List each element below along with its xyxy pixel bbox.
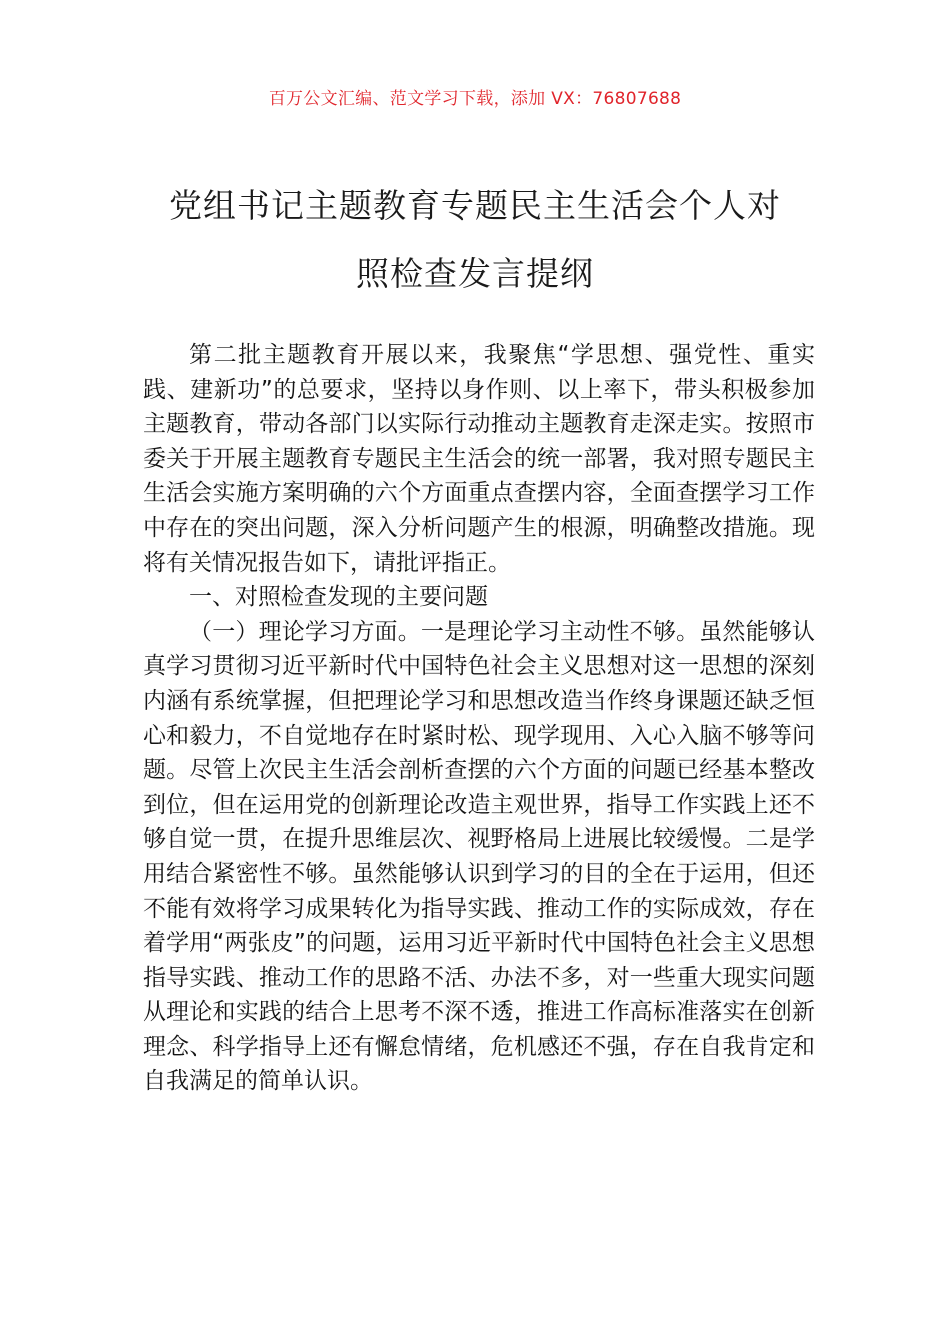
- section-heading: 一、对照检查发现的主要问题: [189, 584, 488, 611]
- theory-study-paragraph: （一）理论学习方面。一是理论学习主动性不够。虽然能够认真学习贯彻习近平新时代中国特色社会主义思想对这一思想的深刻内涵有系统掌握，但把理论学习和思想改造当作终身课题还缺乏恒心和毅力，不自觉地存在时紧时松、现学现用、入心入脑不够等问题。尽管上次民主生活会剖析查摆的六个方面的问题已经基本整改到位，但在运用党的创新理论改造主观世界，指导工作实践上还不够自觉一贯，在提升思维层次、视野格局上进展比较缓慢。二是学用结合紧密性不够。虽然能够认识到学习的目的全在于运用，但还不能有效将学习成果转化为指导实践、推动工作的实际成效，存在着学用“两张皮”的问题，运用习近平新时代中国特色社会主义思想指导实践、推动工作的思路不活、办法不多，对一些重大现实问题从理论和实践的结合上思考不深不透，推进工作高标准落实在创新理念、科学指导上还有懈怠情绪，危机感还不强，存在自我肯定和自我满足的简单认识。: [143, 618, 815, 1095]
- header-watermark-note: 百万公文汇编、范文学习下载，添加 VX：76807688: [268, 89, 682, 109]
- document-body: [143, 338, 815, 1099]
- intro-paragraph: 第二批主题教育开展以来，我聚焦“学思想、强党性、重实践、建新功”的总要求，坚持以身作则、以上率下，带头积极参加主题教育，带动各部门以实际行动推动主题教育走深走实。按照市委关于开展主题教育专题民主生活会的统一部署，我对照专题民主生活会实施方案明确的六个方面重点查摆内容，全面查摆学习工作中存在的突出问题，深入分析问题产生的根源，明确整改措施。现将有关情况报告如下，请批评指正。: [143, 342, 815, 576]
- document-title-line-1: 党组书记主题教育专题民主生活会个人对: [169, 186, 781, 225]
- document-title-line-2: 照检查发言提纲: [356, 254, 594, 293]
